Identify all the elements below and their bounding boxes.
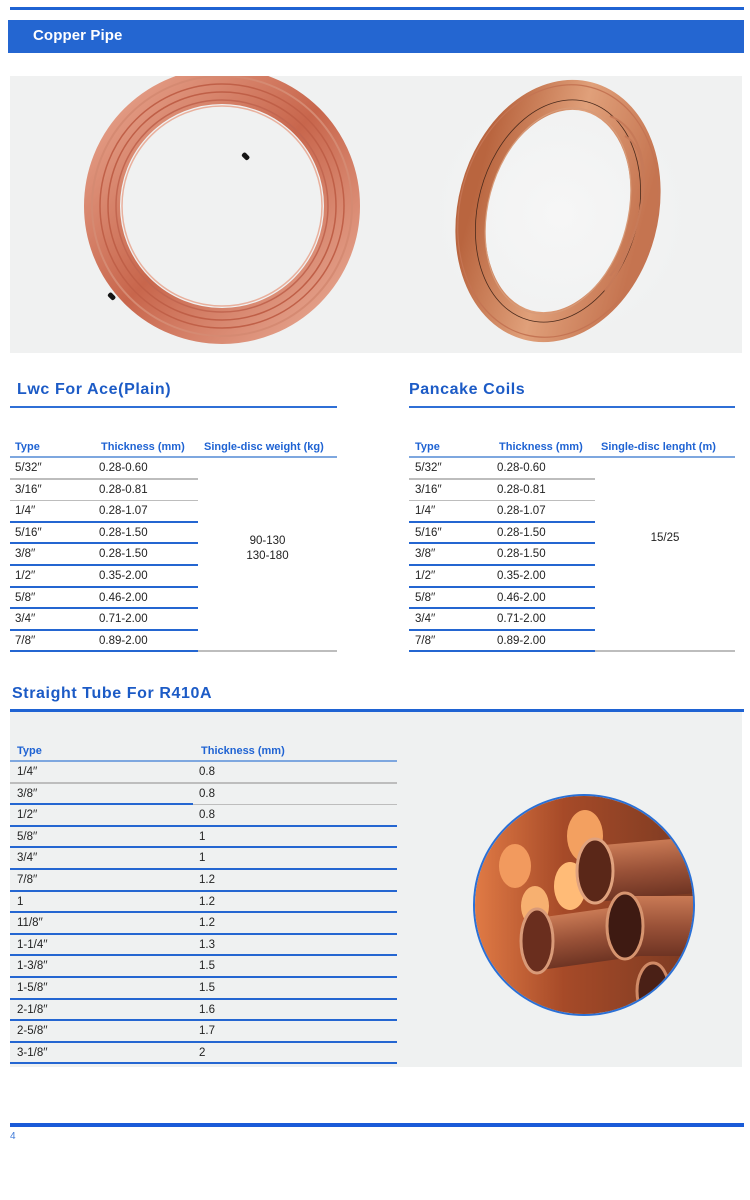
cell-thickness: 1.2	[199, 874, 215, 886]
cell-thickness: 0.28-1.50	[497, 526, 546, 539]
cell-thickness: 0.28-1.07	[497, 505, 546, 518]
cell-type: 5/16′′	[15, 526, 42, 539]
row-divider	[10, 1062, 397, 1064]
cell-type: 5/8′′	[415, 591, 436, 604]
cell-type: 3-1/8′′	[17, 1046, 48, 1059]
cell-type: 3/4′′	[415, 613, 436, 626]
pancake-table	[409, 436, 735, 656]
table-row	[10, 762, 397, 784]
table-row	[409, 566, 595, 588]
cell-thickness: 1.5	[199, 960, 215, 973]
table-row	[409, 544, 595, 566]
merged-weight-cell	[198, 534, 337, 564]
table-row	[10, 609, 198, 631]
cell-type: 5/16′′	[415, 526, 442, 539]
table-row	[10, 805, 397, 827]
cell-type: 1-3/8′′	[17, 960, 48, 973]
table-row	[10, 458, 198, 480]
cell-thickness: 0.8	[199, 809, 215, 822]
table-row	[10, 588, 198, 610]
page-header-banner	[8, 20, 744, 53]
table-row	[10, 544, 198, 566]
table-row	[409, 480, 595, 502]
cell-thickness: 1.5	[199, 982, 215, 994]
cell-type: 3/4′′	[17, 852, 38, 865]
table-row	[10, 1021, 397, 1043]
cell-type: 7/8′′	[415, 634, 436, 647]
cell-thickness: 2	[199, 1046, 206, 1059]
cell-type: 7/8′′	[15, 634, 36, 647]
cell-thickness: 1.3	[199, 938, 215, 951]
hero-image-panel	[10, 76, 742, 353]
table-row	[10, 935, 397, 957]
cell-thickness: 1.7	[199, 1025, 215, 1038]
table-row	[10, 913, 397, 935]
cell-type: 3/16′′	[415, 483, 442, 496]
table-row	[409, 458, 595, 480]
cell-thickness: 0.28-1.50	[99, 526, 148, 539]
table-header	[10, 436, 337, 456]
weight-range-1: 90-130	[249, 535, 286, 547]
table-row	[409, 523, 595, 545]
cell-type: 2-1/8′′	[17, 1003, 48, 1016]
cell-type: 1-5/8′′	[17, 982, 48, 994]
table-header	[10, 740, 397, 760]
cell-type: 3/16′′	[15, 483, 42, 496]
column-header-weight: Single-disc weight (kg)	[204, 441, 324, 453]
cell-type: 5/8′′	[15, 591, 36, 604]
copper-coil-images	[10, 76, 742, 353]
table-row	[10, 827, 397, 849]
column-header-thickness: Thickness (mm)	[101, 441, 185, 453]
cell-type: 3/4′′	[15, 613, 36, 626]
cell-type: 1-1/4′′	[17, 938, 48, 951]
table-row	[10, 1000, 397, 1022]
table-row	[10, 848, 397, 870]
cell-thickness: 1	[199, 852, 206, 865]
cell-type: 5/8′′	[17, 830, 38, 843]
column-header-type: Type	[15, 441, 40, 453]
table-row	[409, 609, 595, 631]
cell-thickness: 0.28-1.50	[497, 548, 546, 561]
cell-thickness: 1.2	[199, 917, 215, 930]
r410a-table	[10, 740, 397, 1070]
cell-thickness: 0.35-2.00	[99, 570, 148, 582]
section-title-r410a: Straight Tube For R410A	[12, 685, 213, 702]
column-header-length: Single-disc lenght (m)	[601, 441, 716, 453]
row-divider	[10, 650, 198, 652]
copper-tubes-image	[475, 796, 695, 1016]
cell-type: 7/8′′	[17, 874, 38, 886]
page-title: Copper Pipe	[33, 27, 123, 44]
cell-type: 1/2′′	[17, 809, 38, 822]
section-rule-lwc	[10, 406, 337, 408]
cell-thickness: 0.28-0.81	[99, 483, 148, 496]
cell-type: 1/4′′	[17, 766, 38, 778]
cell-type: 5/32′′	[415, 462, 442, 474]
page-number: 4	[10, 1131, 16, 1142]
row-divider	[409, 650, 595, 652]
table-row	[10, 892, 397, 914]
table-row	[10, 870, 397, 892]
table-row	[409, 501, 595, 523]
table-row	[10, 523, 198, 545]
cell-thickness: 0.28-0.81	[497, 483, 546, 496]
cell-thickness: 0.8	[199, 787, 215, 800]
table-row	[10, 566, 198, 588]
table-row	[409, 588, 595, 610]
cell-thickness: 1.2	[199, 895, 215, 908]
cell-type: 3/8′′	[17, 787, 38, 800]
cell-thickness: 0.71-2.00	[99, 613, 148, 626]
table-row	[10, 978, 397, 1000]
cell-thickness: 0.46-2.00	[99, 591, 148, 604]
merged-cell-bottom-rule	[595, 650, 735, 652]
column-header-type: Type	[17, 745, 42, 757]
table-row	[10, 631, 198, 653]
cell-thickness: 0.28-1.07	[99, 505, 148, 518]
table-header	[409, 436, 735, 456]
cell-thickness: 0.71-2.00	[497, 613, 546, 626]
table-row	[409, 631, 595, 653]
cell-type: 3/8′′	[415, 548, 436, 561]
column-header-thickness: Thickness (mm)	[499, 441, 583, 453]
table-row	[10, 1043, 397, 1065]
cell-thickness: 0.28-1.50	[99, 548, 148, 561]
footer-rule	[10, 1123, 744, 1127]
column-header-thickness: Thickness (mm)	[201, 745, 285, 757]
column-header-type: Type	[415, 441, 440, 453]
cell-thickness: 0.8	[199, 766, 215, 778]
cell-thickness: 0.89-2.00	[99, 634, 148, 647]
table-row	[10, 480, 198, 502]
cell-thickness: 0.35-2.00	[497, 570, 546, 582]
merged-length-cell: 15/25	[650, 532, 680, 544]
section-rule-r410a	[10, 709, 744, 712]
section-title-pancake: Pancake Coils	[409, 381, 526, 398]
cell-type: 1/2′′	[415, 570, 436, 582]
table-row	[10, 784, 397, 806]
cell-type: 1/4′′	[415, 505, 436, 518]
section-title-lwc: Lwc For Ace(Plain)	[17, 381, 172, 398]
cell-type: 1	[17, 895, 24, 908]
lwc-table	[10, 436, 337, 656]
copper-tubes-photo	[473, 794, 695, 1016]
cell-type: 1/2′′	[15, 570, 36, 582]
level-wound-coil-image	[430, 76, 688, 353]
top-rule	[10, 7, 744, 10]
cell-thickness: 0.89-2.00	[497, 634, 546, 647]
cell-type: 3/8′′	[15, 548, 36, 561]
cell-type: 5/32′′	[15, 462, 42, 474]
flat-coil-image	[92, 76, 352, 336]
merged-cell-bottom-rule	[198, 650, 337, 652]
cell-type: 1/4′′	[15, 505, 36, 518]
weight-range-2: 130-180	[246, 550, 289, 562]
cell-thickness: 0.28-0.60	[99, 462, 148, 474]
cell-thickness: 1	[199, 830, 206, 843]
cell-type: 2-5/8′′	[17, 1025, 48, 1038]
table-row	[10, 956, 397, 978]
section-rule-pancake	[409, 406, 735, 408]
cell-thickness: 0.46-2.00	[497, 591, 546, 604]
cell-thickness: 1.6	[199, 1003, 215, 1016]
cell-thickness: 0.28-0.60	[497, 462, 546, 474]
cell-type: 11/8′′	[17, 917, 43, 930]
table-row	[10, 501, 198, 523]
